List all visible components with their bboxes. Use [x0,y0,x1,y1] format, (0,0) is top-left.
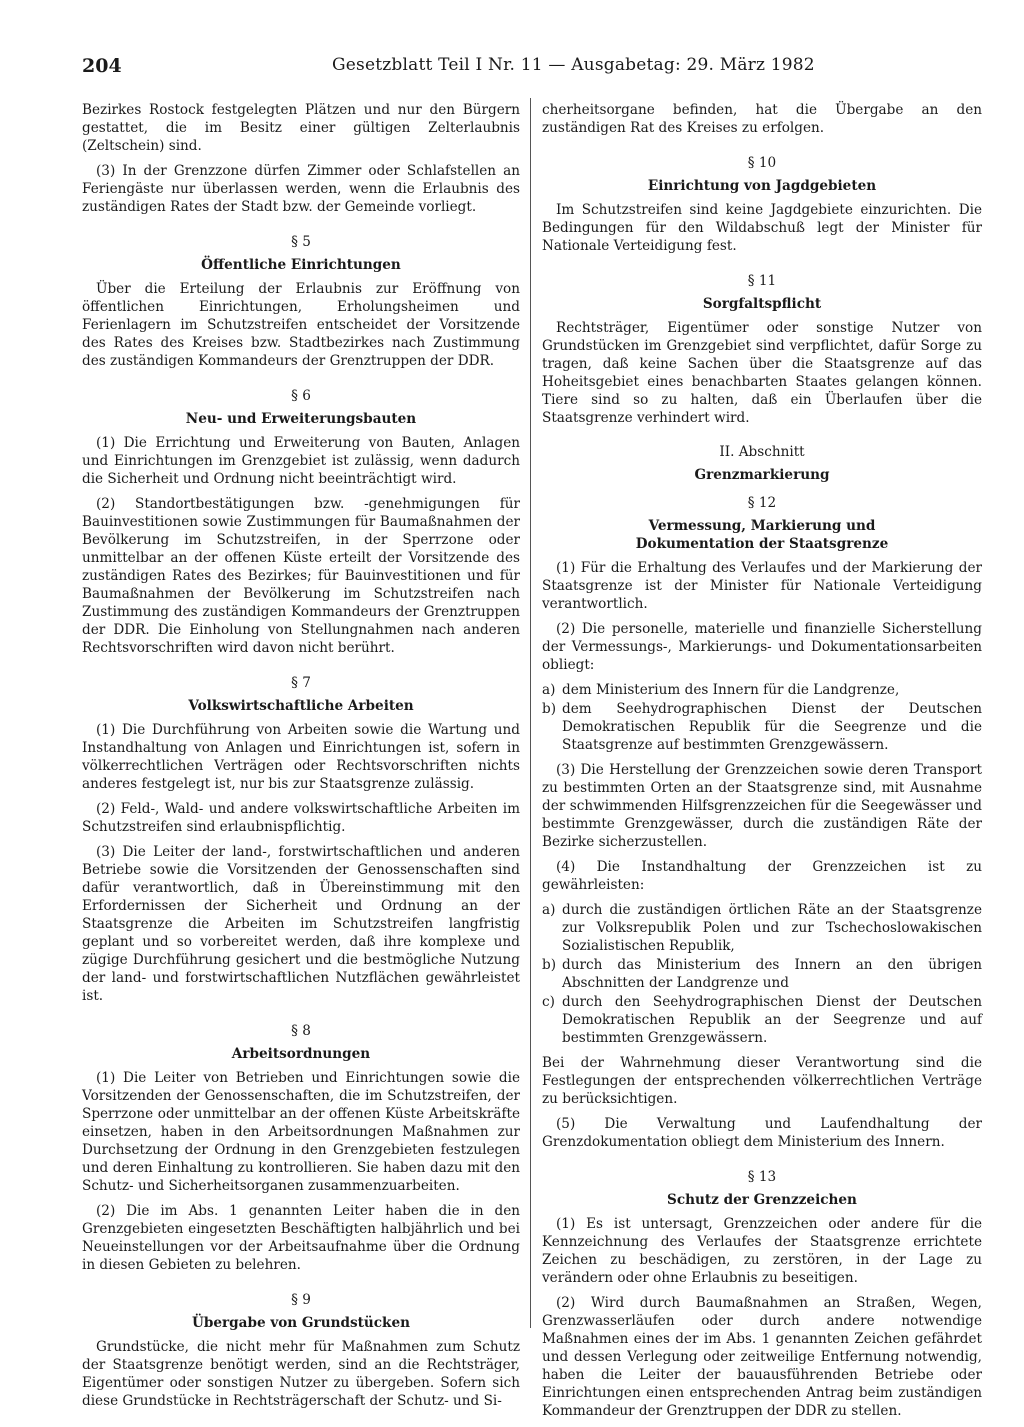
section-title: Einrichtung von Jagdgebieten [647,178,877,194]
gazette-title: Gesetzblatt Teil I Nr. 11 — Ausgabetag: 29. März 1982 [332,55,815,75]
list-label: c) [542,994,555,1010]
paragraph: (4) Die Instandhaltung der Grenzzeichen ist zu gewährleisten: [542,859,982,893]
section-9 [82,1291,520,1410]
section-10 [542,154,982,255]
paragraph: Rechtsträger, Eigentümer oder sonstige Nutzer von Grundstücken im Grenzgebiet sind verpflichtet, dafür Sorge zu tragen, daß keine Sachen über die Staatsgrenze auf das Hoheitsgebiet eines benachbarten Staates gelangen können. Tiere sind so zu halten, daß ein Überlaufen über die Staatsgrenze verhindert wird. [542,320,982,426]
section-number: § 9 [291,1292,311,1308]
section-title: Vermessung, Markierung und Dokumentation der Staatsgrenze [635,518,889,552]
paragraph: (5) Die Verwaltung und Laufendhaltung der Grenzdokumentation obliegt dem Ministerium des Innern. [542,1116,982,1150]
paragraph: Bezirkes Rostock festgelegten Plätzen und nur den Bürgern gestattet, die im Besitz einer gültigen Zelterlaubnis (Zeltschein) sind. [82,102,520,154]
paragraph: (3) In der Grenzzone dürfen Zimmer oder Schlafstellen an Feriengäste nur überlassen werden, wenn die Erlaubnis des zuständigen Rates der Stadt bzw. der Gemeinde vorliegt. [82,163,520,215]
list-item [542,901,982,955]
section-number: § 11 [747,273,777,289]
maintenance-list [542,901,982,1047]
obligation-list [542,681,982,754]
section-8 [82,1022,520,1274]
paragraph: (1) Für die Erhaltung des Verlaufes und der Markierung der Staatsgrenze ist der Minister für Nationale Verteidigung verantwortlich. [542,560,982,612]
list-label: a) [542,682,556,698]
section-title: Öffentliche Einrichtungen [201,257,401,273]
paragraph: Im Schutzstreifen sind keine Jagdgebiete einzurichten. Die Bedingungen für den Wildabschuß legt der Minister für Nationale Verteidigung fest. [542,202,982,254]
section-number: § 12 [747,495,777,511]
section-5 [82,233,520,370]
section-number: § 10 [747,155,777,171]
section-number: § 8 [291,1023,311,1039]
paragraph: (1) Die Errichtung und Erweiterung von Bauten, Anlagen und Einrichtungen im Grenzgebiet ist zulässig, wenn dadurch die Sicherheit und Ordnung nicht beeinträchtigt wird. [82,435,520,487]
section-number: § 5 [291,234,311,250]
paragraph: (1) Es ist untersagt, Grenzzeichen oder andere für die Kennzeichnung des Verlaufes der Staatsgrenze errichtete Zeichen zu beschädigen, zu zerstören, in der Lage zu verändern oder ohne Erlaubnis zu beseitigen. [542,1216,982,1286]
section-title: Übergabe von Grundstücken [191,1315,411,1331]
list-item [542,993,982,1047]
section-7 [82,674,520,1005]
paragraph: Bei der Wahrnehmung dieser Verantwortung sind die Festlegungen der entsprechenden völkerrechtlichen Verträge zu berücksichtigen. [542,1055,982,1107]
paragraph: (3) Die Herstellung der Grenzzeichen sowie deren Transport zu bestimmten Orten an der Staatsgrenze sind, mit Ausnahme der schwimmenden Hilfsgrenzzeichen für die Seegewässer und bestimmte Grenzgewässer, durch die zuständigen Räte der Bezirke sicherzustellen. [542,762,982,850]
list-item [542,700,982,754]
section-number: § 7 [291,675,311,691]
section-title: Arbeitsordnungen [231,1046,371,1062]
list-text: durch den Seehydrographischen Dienst der Deutschen Demokratischen Republik an der Seegrenze und auf bestimmten Grenzgewässern. [562,994,982,1046]
list-text: durch das Ministerium des Innern an den übrigen Abschnitten der Landgrenze und [562,957,982,991]
paragraph: (2) Feld-, Wald- und andere volkswirtschaftliche Arbeiten im Schutzstreifen sind erlaubnispflichtig. [82,801,520,835]
paragraph: (2) Wird durch Baumaßnahmen an Straßen, Wegen, Grenzwasserläufen oder durch andere notwendige Maßnahmen eines der im Abs. 1 genannten Zeichen gefährdet und dessen Verlegung oder zeitweilige Entfernung notwendig, haben die Leiter der bauausführenden Betriebe oder Einrichtungen einen entsprechenden Antrag beim zuständigen Kommandeur der Grenztruppen der DDR zu stellen. [542,1295,982,1419]
section-11 [542,272,982,427]
section-title: Sorgfaltspflicht [702,296,822,312]
left-column [82,101,520,1417]
paragraph: (2) Die im Abs. 1 genannten Leiter haben die in den Grenzgebieten eingesetzten Beschäftigten halbjährlich und bei Neueinstellungen vor der Arbeitsaufnahme über die Ordnung in diesen Gebieten zu belehren. [82,1203,520,1273]
list-text: durch die zuständigen örtlichen Räte an der Staatsgrenze zur Volksrepublik Polen und zur Tschechoslowakischen Sozialistischen Republik, [562,902,982,954]
paragraph: (1) Die Leiter von Betrieben und Einrichtungen sowie die Vorsitzenden der Genossenschaften, die im Schutzstreifen, der Sperrzone oder unmittelbar an der offenen Küste Arbeitskräfte einsetzen, haben in den Arbeitsordnungen Maßnahmen zur Durchsetzung der Ordnung in den Grenzgebieten festzulegen und deren Einhaltung zu kontrollieren. Sie haben dazu mit den Schutz- und Sicherheitsorganen zusammenzuarbeiten. [82,1070,520,1194]
section-12 [542,494,982,1151]
section-number: § 6 [291,388,311,404]
list-text: dem Ministerium des Innern für die Landgrenze, [562,682,900,698]
section-title: Neu- und Erweiterungsbauten [185,411,417,427]
paragraph: (2) Standortbestätigungen bzw. -genehmigungen für Bauinvestitionen sowie Zustimmungen für Baumaßnahmen der Bevölkerung im Schutzstreifen, in der Sperrzone oder unmittelbar an der offenen Küste erteilt der Vorsitzende des zuständigen Rates des Bezirkes; für Bauinvestitionen und für Baumaßnahmen der Bevölkerung im Schutzstreifen nach Zustimmung des zuständigen Kommandeurs der Grenztruppen der DDR. Die Einholung von Stellungnahmen nach anderen Rechtsvorschriften wird davon nicht berührt. [82,496,520,656]
paragraph: (2) Die personelle, materielle und finanzielle Sicherstellung der Vermessungs-, Markierungs- und Dokumentationsarbeiten obliegt: [542,621,982,673]
column-divider [530,98,531,1328]
paragraph: Über die Erteilung der Erlaubnis zur Eröffnung von öffentlichen Einrichtungen, Erholungsheimen und Ferienlagern im Schutzstreifen entscheidet der Vorsitzende des Rates des Kreises bzw. Stadtbezirkes nach Zustimmung des zuständigen Kommandeurs der Grenztruppen der DDR. [82,281,520,369]
paragraph: Grundstücke, die nicht mehr für Maßnahmen zum Schutz der Staatsgrenze benötigt werden, sind an die Rechtsträger, Eigentümer oder sonstigen Nutzer zu übergeben. Sofern sich diese Grundstücke in Rechtsträgerschaft der Schutz- und Si- [82,1339,520,1409]
list-item [542,956,982,992]
part-heading: II. Abschnitt [719,444,805,460]
list-label: b) [542,701,557,717]
paragraph: (3) Die Leiter der land-, forstwirtschaftlichen und anderen Betriebe sowie die Vorsitzenden der Genossenschaften sind dafür verantwortlich, daß in Übereinstimmung mit den Erfordernissen der Sicherheit und Ordnung an der Staatsgrenze die Arbeiten im Schutzstreifen langfristig geplant und so vorbereitet werden, daß ihre komplexe und zügige Durchführung gesichert und die bestmögliche Nutzung der land- und forstwirtschaftlichen Nutzflächen gewährleistet ist. [82,844,520,1004]
section-number: § 13 [747,1169,777,1185]
page-number: 204 [82,55,122,77]
list-label: b) [542,957,557,973]
paragraph: cherheitsorgane befinden, hat die Übergabe an den zuständigen Rat des Kreises zu erfolgen. [542,102,982,136]
section-13 [542,1168,982,1420]
right-column [542,101,982,1427]
page-header [82,55,982,85]
section-title: Schutz der Grenzzeichen [667,1192,857,1208]
list-item [542,681,982,699]
section-title: Volkswirtschaftliche Arbeiten [188,698,414,714]
paragraph: (1) Die Durchführung von Arbeiten sowie die Wartung und Instandhaltung von Anlagen und Einrichtungen ist, sofern in völkerrechtlichen Verträgen oder Rechtsvorschriften nichts anderes festgelegt ist, nur bis zur Staatsgrenze zulässig. [82,722,520,792]
part-title: Grenzmarkierung [694,467,830,483]
list-label: a) [542,902,556,918]
list-text: dem Seehydrographischen Dienst der Deutschen Demokratischen Republik für die Seegrenze und die Staatsgrenze auf bestimmten Grenzgewässern. [562,701,982,753]
section-6 [82,387,520,657]
